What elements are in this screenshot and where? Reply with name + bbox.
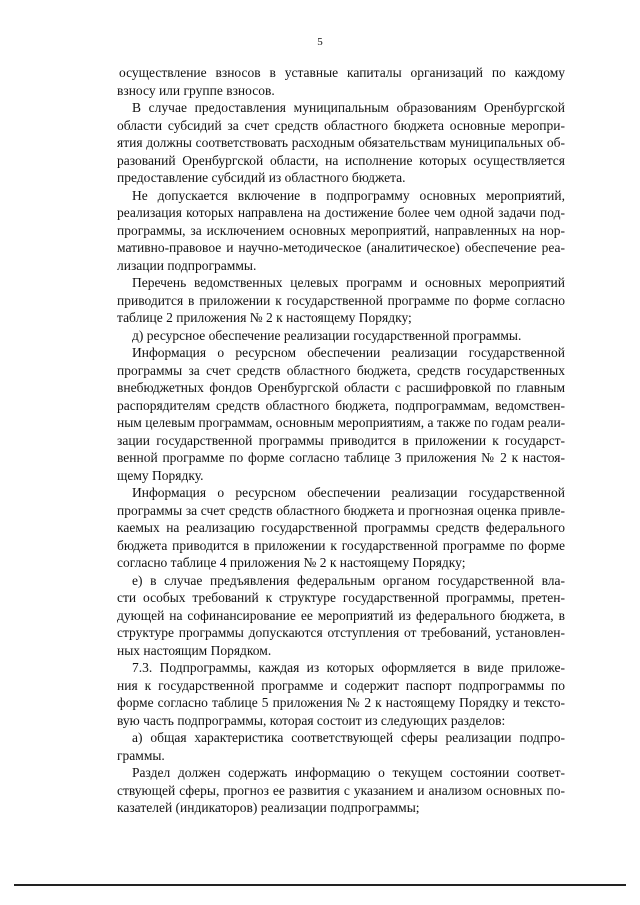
text-line: внебюджетных фондов Оренбургской области с расшифровкой по главным xyxy=(117,380,565,395)
paragraph xyxy=(117,659,565,729)
text-line: ным целевым программам, основным мероприятиям, а также по годам реали- xyxy=(117,415,566,430)
paragraph xyxy=(117,344,565,484)
text-line: дующей на софинансирование ее мероприятий из федерального бюджета, в xyxy=(117,607,565,623)
text-line: каемых на реализацию государственной программы средств федерального xyxy=(117,520,565,535)
text-line: области субсидий за счет средств областного бюджета основные меропри- xyxy=(117,117,565,133)
paragraph xyxy=(117,274,565,327)
text-line: ятия должны соответствовать расходным обязательствам муниципальных об- xyxy=(117,135,565,150)
text-line: щему Порядку. xyxy=(117,467,204,483)
paragraph xyxy=(117,572,565,660)
text-line: программы за счет средств областного бюджета и прогнозная оценка привле- xyxy=(117,502,565,518)
text-line: реализация которых направлена на достижение более чем одной задачи под- xyxy=(117,205,565,220)
text-line: форме согласно таблице 5 приложения № 2 к настоящему Порядку и тексто- xyxy=(117,695,565,710)
text-line: В случае предоставления муниципальным образованиям Оренбургской xyxy=(132,100,565,115)
text-line: 7.3. Подпрограммы, каждая из которых оформляется в виде приложе- xyxy=(132,660,565,675)
text-line: программы, за исключением основных мероприятий, направленных на нор- xyxy=(117,222,565,238)
text-line: граммы. xyxy=(117,747,165,763)
text-line: а) общая характеристика соответствующей сферы реализации подпро- xyxy=(132,730,565,745)
text-line: е) в случае предъявления федеральным органом государственной вла- xyxy=(132,572,565,588)
text-line: Информация о ресурсном обеспечении реализации государственной xyxy=(132,485,565,500)
text-line: вую часть подпрограммы, которая состоит из следующих разделов: xyxy=(117,712,506,728)
text-line: ствующей сферы, прогноз ее развития с указанием и анализом основных по- xyxy=(117,782,565,798)
text-line: предоставление субсидий из областного бюджета. xyxy=(117,170,406,185)
text-line: сти особых требований к структуре государственной программы, претен- xyxy=(117,590,565,605)
paragraph xyxy=(117,64,565,99)
text-line: структуре программы допускаются отступления от требований, установлен- xyxy=(117,625,565,640)
text-line: зации государственной программы приводится в приложении к государст- xyxy=(117,432,565,448)
paragraph xyxy=(117,764,565,817)
text-line: венной программе по форме согласно таблице 3 приложения № 2 к настоя- xyxy=(117,450,565,465)
text-line: программы за счет средств областного бюджета, средств государственных xyxy=(117,362,565,378)
text-line: приводится в приложении к государственной программе по форме согласно xyxy=(117,292,565,308)
text-line: осуществление взносов в уставные капиталы организаций по каждому xyxy=(119,65,565,80)
text-line: мативно-правовое и научно-методическое (аналитическое) обеспечение реа- xyxy=(117,240,565,255)
page-number: 5 xyxy=(317,36,323,48)
text-line: д) ресурсное обеспечение реализации государственной программы. xyxy=(132,327,522,343)
page-bottom-rule xyxy=(14,884,626,886)
text-line: разований Оренбургской области, на исполнение которых осуществляется xyxy=(117,152,565,168)
text-line: ния к государственной программе и содержит паспорт подпрограммы по xyxy=(117,677,565,693)
text-line: согласно таблице 4 приложения № 2 к настоящему Порядку; xyxy=(117,555,466,570)
text-line: Информация о ресурсном обеспечении реализации государственной xyxy=(132,345,565,360)
paragraph xyxy=(117,187,565,275)
text-line: распорядителям средств областного бюджета, подпрограммам, ведомствен- xyxy=(117,397,565,413)
text-line: бюджета приводится в приложении к государственной программе по форме xyxy=(117,537,565,553)
text-line: Не допускается включение в подпрограмму основных мероприятий, xyxy=(132,187,565,203)
paragraph xyxy=(117,729,565,764)
text-line: таблице 2 приложения № 2 к настоящему Порядку; xyxy=(117,310,412,325)
text-line: взносу или группе взносов. xyxy=(117,82,275,98)
paragraph xyxy=(117,99,565,187)
text-line: лизации подпрограммы. xyxy=(117,257,257,273)
paragraph xyxy=(117,327,565,345)
document-body xyxy=(117,64,565,817)
paragraph xyxy=(117,484,565,572)
text-line: Перечень ведомственных целевых программ и основных мероприятий xyxy=(132,275,565,290)
text-line: казателей (индикаторов) реализации подпрограммы; xyxy=(117,800,420,815)
text-line: Раздел должен содержать информацию о текущем состоянии соответ- xyxy=(132,765,565,780)
text-line: ных настоящим Порядком. xyxy=(117,642,272,658)
